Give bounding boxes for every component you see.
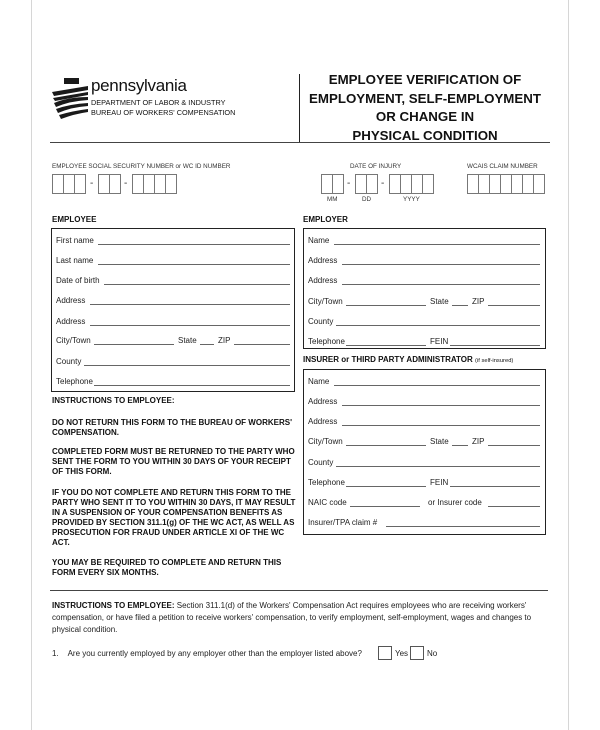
section-rule [50,590,548,591]
employer-name-label: Name [308,236,330,245]
address-line-2-input[interactable] [90,325,290,326]
employee-panel [51,228,295,392]
insurer-heading-text: INSURER or THIRD PARTY ADMINISTRATOR [303,355,473,364]
instruction-every-six-months: YOU MAY BE REQUIRED TO COMPLETE AND RETURN THIS FORM EVERY SIX MONTHS. [52,558,282,578]
insurer-name-label: Name [308,377,330,386]
employer-telephone-label: Telephone [308,337,345,346]
last-name-label: Last name [56,256,94,265]
county-label: County [56,357,82,366]
employer-fein-label: FEIN [430,337,449,346]
title-line: EMPLOYMENT, SELF-EMPLOYMENT [309,90,541,106]
first-name-input[interactable] [98,244,290,245]
date-of-birth-input[interactable] [104,284,290,285]
instruction-return-within-30-days: COMPLETED FORM MUST BE RETURNED TO THE PARTY WHO SENT THE FORM TO YOU WITHIN 30 DAYS OF YOUR RECEIPT OF THIS FORM. [52,447,295,477]
telephone-label: Telephone [56,377,93,386]
employer-name-input[interactable] [334,244,540,245]
first-name-label: First name [56,236,94,245]
insurer-fein-input[interactable] [450,486,540,487]
form-title [300,71,550,145]
date-dash: - [347,178,351,189]
employer-fein-input[interactable] [450,345,540,346]
instruction-do-not-return: DO NOT RETURN THIS FORM TO THE BUREAU OF WORKERS' COMPENSATION. [52,418,292,438]
injury-month-boxes[interactable] [321,174,344,194]
city-input[interactable] [94,344,174,345]
date-dash: - [381,178,385,189]
naic-code-input[interactable] [350,506,420,507]
employer-address-label: Address [308,276,338,285]
wcais-claim-boxes[interactable] [467,174,545,194]
employer-city-label: City/Town [308,297,343,306]
ssn-dash: - [124,178,128,189]
insurer-name-input[interactable] [334,385,540,386]
insurer-claim-input[interactable] [386,526,540,527]
pennsylvania-keystone-icon [50,78,90,120]
employer-zip-label: ZIP [472,297,485,306]
employer-address-input[interactable] [342,264,540,265]
title-line: EMPLOYEE VERIFICATION OF [328,72,522,87]
question-number: 1. [52,649,59,658]
injury-day-boxes[interactable] [355,174,378,194]
employer-city-input[interactable] [346,305,426,306]
ssn-part-3-boxes[interactable] [132,174,177,194]
zip-label: ZIP [218,336,231,345]
insurer-county-input[interactable] [336,466,540,467]
ssn-dash: - [90,178,94,189]
employer-panel [303,228,546,349]
employer-telephone-input[interactable] [346,345,426,346]
telephone-input[interactable] [94,385,290,386]
ssn-part-2-boxes[interactable] [98,174,121,194]
insurer-heading-note: (if self-insured) [475,358,514,364]
employer-state-label: State [430,297,449,306]
instructions-section-311 [52,600,548,637]
insurer-fein-label: FEIN [430,478,449,487]
insurer-telephone-label: Telephone [308,478,345,487]
instructions-2-body: Section 311.1(d) of the Workers' Compensation Act requires employees who are receiving workers' compensation, or have filed a petition to receive workers' compensation, to verify employment, self-employment, wages and changes to physical condition. [52,601,532,635]
insurer-city-label: City/Town [308,437,343,446]
insurer-state-label: State [430,437,449,446]
insurer-address-line-2-input[interactable] [342,425,540,426]
naic-code-label: NAIC code [308,498,347,507]
insurer-address-input[interactable] [342,405,540,406]
department-line-1: DEPARTMENT OF LABOR & INDUSTRY [91,98,226,107]
month-caption: MM [327,196,338,203]
no-label: No [427,649,438,658]
insurer-county-label: County [308,458,334,467]
wcais-claim-label: WCAIS CLAIM NUMBER [467,163,538,170]
insurer-claim-label: Insurer/TPA claim # [308,518,378,527]
insurer-zip-label: ZIP [472,437,485,446]
insurer-city-input[interactable] [346,445,426,446]
insurer-code-label: or Insurer code [428,498,482,507]
instructions-2-heading: INSTRUCTIONS TO EMPLOYEE: [52,601,175,610]
state-label: State [178,336,197,345]
insurer-heading [303,355,513,364]
insurer-state-input[interactable] [452,445,468,446]
department-line-2: BUREAU OF WORKERS' COMPENSATION [91,108,236,117]
date-of-injury-label: DATE OF INJURY [350,163,402,170]
address-label: Address [56,317,86,326]
employer-county-label: County [308,317,334,326]
state-input[interactable] [200,344,214,345]
last-name-input[interactable] [98,264,290,265]
employer-county-input[interactable] [336,325,540,326]
instruction-suspension-warning: IF YOU DO NOT COMPLETE AND RETURN THIS FORM TO THE PARTY WHO SENT IT TO YOU WITHIN 30 DAYS, IT MAY RESULT IN A SUSPENSION OF YOUR COMPENSATION BENEFITS AS PROVIDED BY SECTION 311.1(g) OF THE WC ACT, AS WELL AS PROSECUTION FOR FRAUD UNDER ARTICLE XI OF THE WC ACT. [52,488,296,548]
insurer-zip-input[interactable] [488,445,540,446]
state-logo-name: pennsylvania [91,76,187,95]
question-1 [52,649,362,658]
department-name [91,98,235,118]
injury-year-boxes[interactable] [389,174,434,194]
date-of-birth-label: Date of birth [56,276,100,285]
insurer-panel [303,369,546,535]
title-line: PHYSICAL CONDITION [352,127,498,143]
address-input[interactable] [90,304,290,305]
insurer-address-label: Address [308,397,338,406]
city-label: City/Town [56,336,91,345]
header-rule [50,142,550,143]
address-label: Address [56,296,86,305]
day-caption: DD [362,196,372,203]
year-caption: YYYY [403,196,420,203]
no-checkbox[interactable] [410,646,424,660]
insurer-code-input[interactable] [488,506,540,507]
yes-checkbox[interactable] [378,646,392,660]
insurer-telephone-input[interactable] [346,486,426,487]
county-input[interactable] [84,365,290,366]
employer-address-label: Address [308,256,338,265]
ssn-part-1-boxes[interactable] [52,174,86,194]
employer-state-input[interactable] [452,305,468,306]
question-text: Are you currently employed by any employer other than the employer listed above? [67,649,362,658]
employer-address-line-2-input[interactable] [342,284,540,285]
employer-zip-input[interactable] [488,305,540,306]
insurer-address-label: Address [308,417,338,426]
employee-heading: EMPLOYEE [52,215,97,224]
employer-heading: EMPLOYER [303,215,348,224]
instructions-heading: INSTRUCTIONS TO EMPLOYEE: [52,396,175,405]
zip-input[interactable] [234,344,290,345]
yes-label: Yes [395,649,409,658]
ssn-label: EMPLOYEE SOCIAL SECURITY NUMBER or WC ID NUMBER [52,163,231,170]
title-line: OR CHANGE IN [375,109,475,124]
